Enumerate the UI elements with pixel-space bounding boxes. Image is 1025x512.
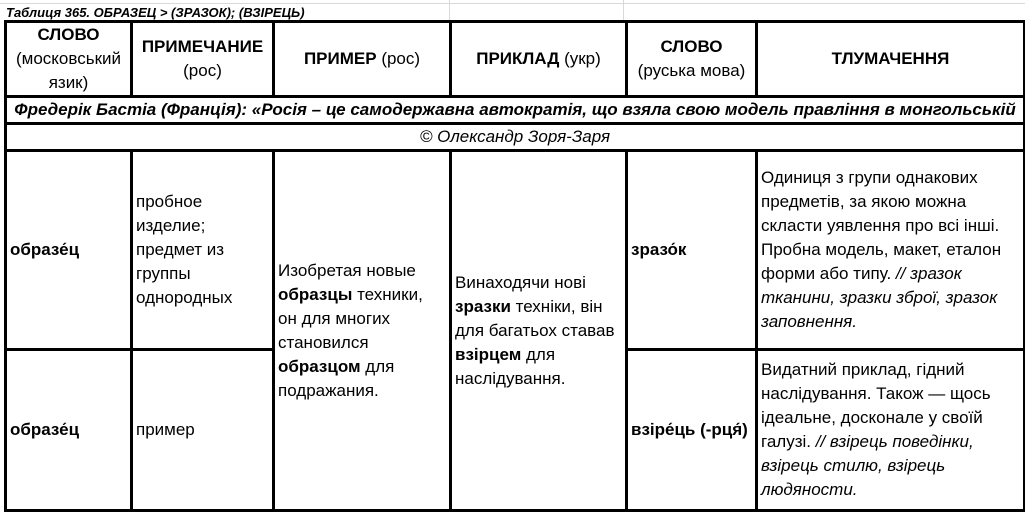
example-text: техники, он для многих становился xyxy=(278,284,423,352)
header-label: ПРИМЕЧАНИЕ xyxy=(141,37,264,56)
sheet-gridline xyxy=(0,3,1025,4)
example-uk-cell xyxy=(451,151,627,511)
copyright-row xyxy=(6,124,1025,151)
example-highlight: образцом xyxy=(278,356,361,376)
header-label: СЛОВО xyxy=(660,37,723,56)
example-text: Винаходячи нові xyxy=(455,272,586,292)
example-ru-cell xyxy=(274,151,451,511)
header-definition xyxy=(757,22,1025,97)
header-row xyxy=(6,22,1025,97)
example-text: для подражания. xyxy=(278,356,395,400)
quote-row xyxy=(6,97,1025,124)
note-ru-cell: пробное изделие; предмет из группы однородных xyxy=(132,151,274,350)
sheet-gridline xyxy=(449,0,450,20)
header-word-uk xyxy=(627,22,757,97)
example-highlight: взірцем xyxy=(455,344,522,364)
definition-examples: // зразок тканини, зразки зброї, зразок заповнення. xyxy=(761,264,998,331)
header-note-ru xyxy=(132,22,274,97)
table-row xyxy=(6,151,1025,350)
example-highlight: образцы xyxy=(278,284,353,304)
header-sublabel: (укр) xyxy=(564,49,601,68)
word-uk-cell: зразо́к xyxy=(627,151,757,350)
sheet-gridline xyxy=(623,0,624,20)
header-sublabel: (рос) xyxy=(381,49,421,68)
header-word-ru xyxy=(6,22,132,97)
example-text: для наслідування. xyxy=(455,344,566,388)
definition-cell xyxy=(757,350,1025,511)
example-text: Изобретая новые xyxy=(278,260,416,280)
definition-text: Одиниця з групи однакових предметів, за якою можна скласти уявлення про всі інші. Пробна модель, макет, еталон форми або типу. xyxy=(761,168,1002,283)
header-example-uk xyxy=(451,22,627,97)
example-text: техніки, він для багатьох ставав xyxy=(455,296,615,340)
word-uk-cell: взіре́ць (-рця́) xyxy=(627,350,757,511)
definition-cell xyxy=(757,151,1025,350)
header-example-ru xyxy=(274,22,451,97)
note-ru-cell: пример xyxy=(132,350,274,511)
header-sublabel: (рос) xyxy=(183,61,222,80)
word-ru-cell: образе́ц xyxy=(6,151,132,350)
header-label: ПРИМЕР xyxy=(303,49,377,68)
table-title: Таблиця 365. ОБРАЗЕЦ > (ЗРАЗОК); (ВЗІРЕЦЬ) xyxy=(6,5,305,20)
copyright-text: © Олександр Зоря-Заря xyxy=(6,124,1025,151)
example-highlight: зразки xyxy=(455,296,511,316)
definition-examples: // взірець поведінки, взірець стилю, взірець людяности. xyxy=(761,432,974,499)
header-sublabel: (московський язик) xyxy=(15,49,121,92)
header-label: ПРИКЛАД xyxy=(476,49,560,68)
definition-text: Видатний приклад, гідний наслідування. Також — щось ідеальне, досконале у своїй галузі. xyxy=(761,360,991,451)
quote-text: Фредерік Бастіа (Франція): «Росія – це самодержавна автократія, що взяла свою модель правління в монгольській xyxy=(6,97,1025,124)
word-ru-cell: образе́ц xyxy=(6,350,132,511)
header-label: СЛОВО xyxy=(37,25,100,44)
header-sublabel: (руська мова) xyxy=(637,61,746,80)
dictionary-table xyxy=(4,20,1025,512)
header-label: ТЛУМАЧЕННЯ xyxy=(831,49,950,68)
